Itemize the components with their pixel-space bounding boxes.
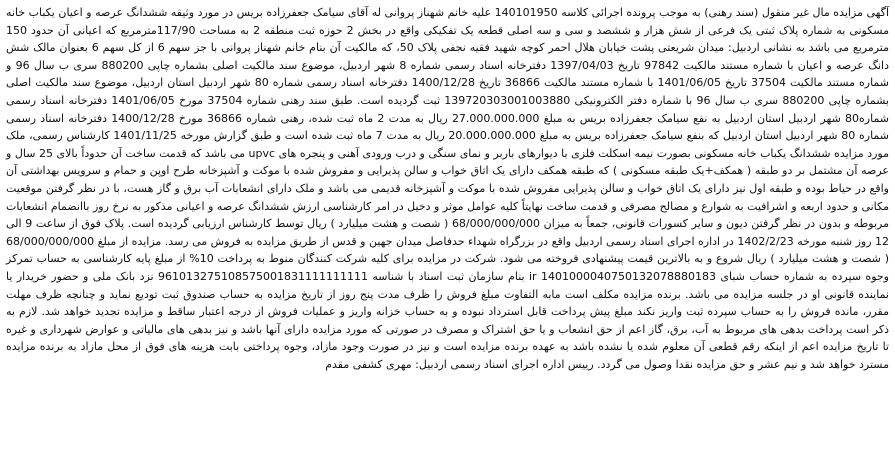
auction-notice-text: آگهی مزایده مال غیر منقول (سند رهنی) به موجب پرونده اجرائی کلاسه 140101950 علیه خانم شهناز پروانی له آقای سیامک جعفرزاده بریس در مورد وثیقه ششدانگ عرصه و اعیان یکباب خانه مسکونی به شماره پلاک ثبتی یک فرعی از شش هزار و ششصد و سی و سه اصلی قطعه یک تفکیکی واقع در بخش 2 حوزه ثبت منطقه 2 به مساحت 117/90مترمربع که اعیانی آن حدود 150 مترمربع می باشد به نشانی اردبیل: میدان شریعتی پشت خیابان هلال احمر کوچه شهید فقیه نجفی پلاک 50، که مالکیت آن بنام خانم شهناز پروانی با جز سهم 6 از کل سهم 6 بعنوان مالک شش دانگ عرصه و اعیان با شماره مستند مالکیت 97842 تاریخ 1397/04/03 دفترخانه اسناد رسمی شماره 8 شهر اردبیل، موضوع سند مالکیت اصلی بشماره چاپی 880200 سری ب سال 96 و شماره مستند مالکیت 37504 تاریخ 1401/06/05 با شماره مستند مالکیت 36866 تاریخ 1400/12/28 دفترخانه اسناد رسمی شماره 80 شهر اردبیل استان اردبیل، موضوع سند مالکیت اصلی بشماره چاپی 880200 سری ب سال 96 با شماره دفتر الکترونیکی 139720303001003880 ثبت گردیده است. طبق سند رهنی شماره 37504 مورخ 1401/06/05 دفترخانه اسناد رسمی شماره80 شهر اردبیل استان اردبیل به نفع سیامک جعفرزاده بریس به مبلغ 27.000.000.000 ریال به مدت 2 ماه ثبت شده، رهنی شماره 36866 مورخ 1400/12/28 دفترخانه اسناد رسمی شماره 80 شهر اردبیل استان اردبیل که بنفع سیامک جعفرزاده بریس به مبلغ 20.000.000.000 ریال به مدت 7 ماه ثبت شده است و طبق گزارش مورخه 1401/11/25 کارشناس رسمی، ملک مورد مزایده ششدانگ یکباب خانه مسکونی بصورت نیمه اسکلت فلزی با دیوارهای باربر و نمای سنگی و درب ورودی آهنی و پنجره های upvc می باشد که قدمت ساخت آن حدوداً بالای 25 سال و عرصه آن مشتمل بر دو طبقه ( همکف+یک طبقه مسکونی ) که طبقه همکف دارای یک اتاق خواب و سالن پذیرایی و مفروش شده با موکت و آشپزخانه طرح اوپن و حمام و سرویس بهداشتی آن واقع در حیاط بوده و طبقه اول نیز دارای یک اتاق خواب و سالن پذیرایی مفروش شده با موکت و آشپزخانه قدیمی می باشد و ملک دارای انشعابات آب برق و گاز هست، با در نظر گرفتن موقعیت مکانی و حدود اربعه و اشرافیت به شوارع و مصالح مصرفی و قدمت ساخت نهایتاً کلیه عوامل موثر و دخیل در امر کارشناسی ارزش ششدانگ عرصه و اعیانی مذکور به نرخ روز باانضمام انشعابات مربوطه و بدون در نظر گرفتن دیون و سایر کسورات قانونی، جمعاً به میزان 68/000/000/000 ( شصت و هشت میلیارد ) ریال توسط کارشناس ارزیابی گردیده است. پلاک فوق از ساعت 9 الی 12 روز شنبه مورخه 1402/2/23 در اداره اجرای اسناد رسمی اردبیل واقع در بزرگراه شهداء حدفاصل میدان جهین و قدس از طریق مزایده به فروش می رسد. مزایده از مبلغ 68/000/000/000 ( شصت و هشت میلیارد ) ریال شروع و به بالاترین قیمت پیشنهادی فروخته می شود. شرکت در مزایده برای کلیه شرکت کنندگان منوط به پرداخت 10% از مبلغ پایه کارشناسی به حساب تمرکز وجوه سپرده به شماره حساب شبای 1401000040750132078880183 ir بنام سازمان ثبت اسناد با شناسه 961013275108575001831111111111 نزد بانک ملی و حضور خریدار یا نماینده قانونی او در جلسه مزایده می باشد. برنده مزایده مکلف است مابه التفاوت مبلغ فروش را ظرف مدت پنج روز از تاریخ مزایده به حساب صندوق ثبت تودیع نماید و چنانچه ظرف مهلت مقرر، مانده فروش را به حساب سپرده ثبت واریز نکند مبلغ پیش پرداخت قابل استرداد نبوده و به حساب خزانه واریز و عملیات فروش از درجه اعتبار ساقط و مزایده تجدید خواهد شد. لازم به ذکر است پرداخت بدهی های مربوط به آب، برق، گاز اعم از حق انشعاب و یا حق اشتراک و مصرف در صورتی که مورد مزایده دارای آنها باشد و نیز بدهی های مالیاتی و عوارض شهرداری و غیره تا تاریخ مزایده اعم از اینکه رقم قطعی آن معلوم شده یا نشده باشد به عهده برنده مزایده است و نیز در صورت وجود مازاد، وجوه پرداختی بابت هزینه های فوق از محل مازاد به برنده مزایده مسترد خواهد شد و نیم عشر و حق مزایده نقدا وصول می گردد. رییس اداره اجرای اسناد رسمی اردبیل: مهری کشفی مقدم (6, 6, 890, 371)
